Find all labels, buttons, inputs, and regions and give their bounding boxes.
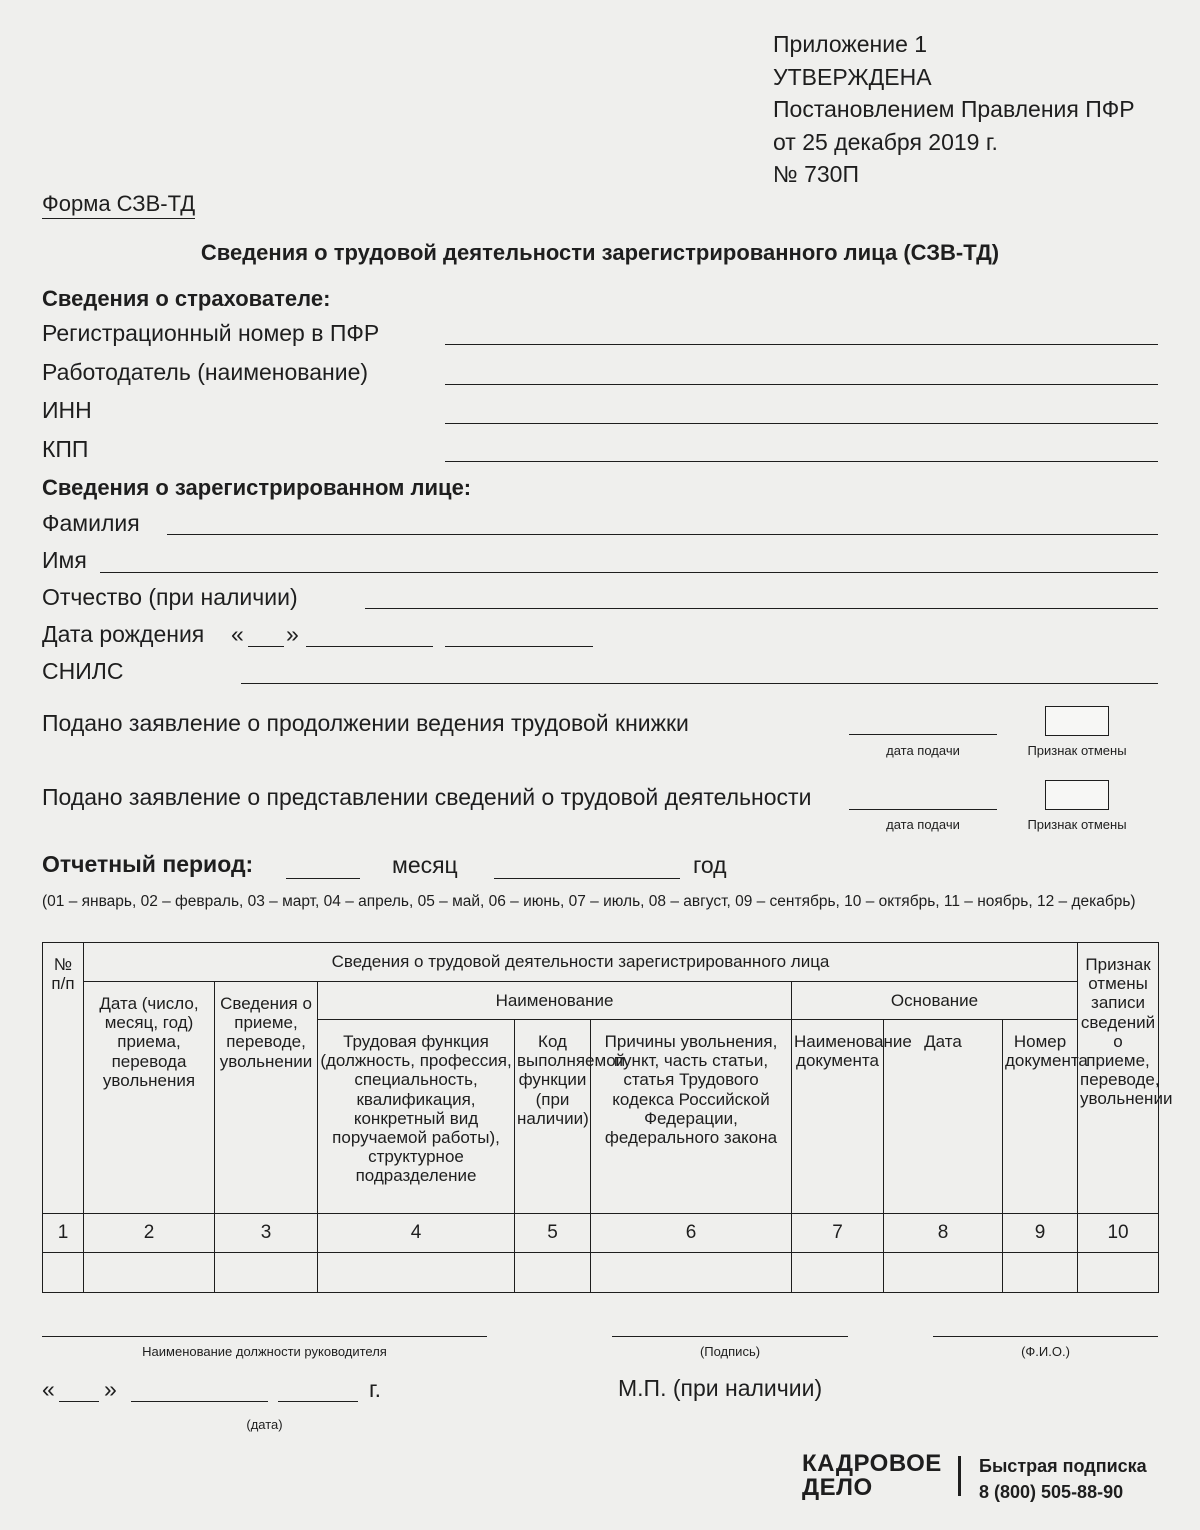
header-info: Сведения о приеме, переводе, увольнении	[215, 982, 318, 1214]
provide-info-label: Подано заявление о представлении сведений о трудовой деятельности	[42, 784, 812, 810]
birth-quote-open: «	[231, 621, 244, 647]
column-number: 6	[591, 1214, 792, 1253]
snils-field[interactable]	[241, 683, 1158, 684]
header-name: Наименование	[318, 982, 792, 1020]
employer-field[interactable]	[445, 384, 1158, 385]
inn-label: ИНН	[42, 397, 92, 423]
logo-line: ДЕЛО	[802, 1474, 873, 1501]
snils-label: СНИЛС	[42, 658, 124, 684]
surname-label: Фамилия	[42, 510, 140, 536]
form-title: Сведения о трудовой деятельности зарегистрированного лица (СЗВ-ТД)	[200, 240, 1000, 265]
logo-line: КАДРОВОЕ	[802, 1450, 942, 1477]
period-year-field[interactable]	[494, 878, 680, 879]
position-field[interactable]	[42, 1336, 487, 1337]
signature-caption: (Подпись)	[699, 1344, 761, 1359]
stamp-label: М.П. (при наличии)	[618, 1375, 823, 1401]
header-doc-name: Наименование документа	[792, 1020, 884, 1214]
column-number: 2	[84, 1214, 215, 1253]
provide-info-date-field[interactable]	[849, 809, 997, 810]
continue-book-label: Подано заявление о продолжении ведения трудовой книжки	[42, 710, 689, 736]
month-codes-note: (01 – январь, 02 – февраль, 03 – март, 04 – апрель, 05 – май, 06 – июнь, 07 – июль, 08 – август, 09 – сентябрь, 10 – октябрь, 11 – ноябрь, 12 – декабрь)	[42, 893, 1136, 910]
continue-book-date-caption: дата подачи	[886, 743, 960, 758]
activity-table	[42, 942, 1173, 1293]
header-doc-number: Номер документа	[1003, 1020, 1078, 1214]
provide-info-cancel-checkbox[interactable]	[1045, 780, 1109, 810]
header-code: Код выполняемой функции (при наличии)	[515, 1020, 591, 1214]
resolution-date-line: от 25 декабря 2019 г.	[773, 128, 998, 155]
reg-number-label: Регистрационный номер в ПФР	[42, 320, 380, 346]
sign-day-field[interactable]	[59, 1401, 99, 1402]
kpp-field[interactable]	[445, 461, 1158, 462]
insurer-heading: Сведения о страхователе:	[42, 286, 331, 311]
table-cell[interactable]	[43, 1253, 84, 1293]
header-date: Дата (число, месяц, год) приема, перевода увольнения	[84, 982, 215, 1214]
sign-year-field[interactable]	[278, 1401, 358, 1402]
provide-info-date-caption: дата подачи	[886, 817, 960, 832]
column-number: 4	[318, 1214, 515, 1253]
fio-field[interactable]	[933, 1336, 1158, 1337]
date-quote-open: «	[42, 1376, 55, 1402]
date-caption: (дата)	[246, 1417, 283, 1432]
period-label: Отчетный период:	[42, 851, 254, 877]
table-cell[interactable]	[515, 1253, 591, 1293]
name-field[interactable]	[100, 572, 1158, 573]
header-basis: Основание	[792, 982, 1078, 1020]
position-caption: Наименование должности руководителя	[142, 1344, 387, 1359]
table-cell[interactable]	[215, 1253, 318, 1293]
column-number: 7	[792, 1214, 884, 1253]
approved-line: УТВЕРЖДЕНА	[773, 63, 932, 90]
date-quote-close: »	[104, 1376, 117, 1402]
column-number: 10	[1078, 1214, 1159, 1253]
birth-quote-close: »	[286, 621, 299, 647]
appendix-line: Приложение 1	[773, 31, 928, 57]
birth-year-field[interactable]	[445, 646, 593, 647]
continue-book-cancel-checkbox[interactable]	[1045, 706, 1109, 736]
period-month-field[interactable]	[286, 878, 360, 879]
employer-label: Работодатель (наименование)	[42, 359, 369, 385]
column-number: 8	[884, 1214, 1003, 1253]
surname-field[interactable]	[167, 534, 1158, 535]
fio-caption: (Ф.И.О.)	[1021, 1344, 1070, 1359]
table-cell[interactable]	[1003, 1253, 1078, 1293]
month-label: месяц	[392, 852, 458, 878]
continue-book-date-field[interactable]	[849, 734, 997, 735]
column-number: 3	[215, 1214, 318, 1253]
person-heading: Сведения о зарегистрированном лице:	[42, 475, 472, 500]
resolution-line: Постановлением Правления ПФР	[773, 96, 1135, 122]
name-label: Имя	[42, 547, 87, 573]
column-number: 5	[515, 1214, 591, 1253]
patronymic-field[interactable]	[365, 608, 1158, 609]
header-reasons: Причины увольнения, пункт, часть статьи, статья Трудового кодекса Российской Федерации, федерального закона	[591, 1020, 792, 1214]
column-number: 9	[1003, 1214, 1078, 1253]
table-cell[interactable]	[84, 1253, 215, 1293]
header-main: Сведения о трудовой деятельности зарегистрированного лица	[84, 943, 1078, 982]
table-cell[interactable]	[884, 1253, 1003, 1293]
table-cell[interactable]	[792, 1253, 884, 1293]
column-number: 1	[43, 1214, 84, 1253]
logo-divider	[958, 1456, 961, 1496]
header-cancel: Признак отмены записи сведений о приеме, переводе, увольнении	[1078, 943, 1159, 1214]
subscribe-label: Быстрая подписка	[979, 1456, 1147, 1476]
resolution-number-line: № 730П	[773, 161, 859, 187]
header-function: Трудовая функция (должность, профессия, специальность, квалификация, конкретный вид поручаемой работы), структурное подразделение	[318, 1020, 515, 1214]
provide-info-cancel-caption: Признак отмены	[1027, 817, 1127, 832]
kadrovoe-delo-logo	[802, 1452, 942, 1500]
birth-date-label: Дата рождения	[42, 621, 205, 647]
continue-book-cancel-caption: Признак отмены	[1027, 743, 1127, 758]
year-label: год	[693, 852, 727, 878]
phone-number: 8 (800) 505-88-90	[979, 1482, 1124, 1502]
header-doc-date: Дата	[884, 1020, 1003, 1214]
birth-month-field[interactable]	[306, 646, 433, 647]
header-num: № п/п	[43, 943, 84, 1214]
table-cell[interactable]	[318, 1253, 515, 1293]
sign-month-field[interactable]	[131, 1401, 268, 1402]
appendix-block	[773, 28, 1135, 191]
form-code: Форма СЗВ-ТД	[42, 191, 195, 219]
birth-day-field[interactable]	[248, 646, 284, 647]
table-cell[interactable]	[1078, 1253, 1159, 1293]
inn-field[interactable]	[445, 423, 1158, 424]
subscription-block	[979, 1453, 1147, 1505]
year-suffix: г.	[369, 1376, 381, 1402]
patronymic-label: Отчество (при наличии)	[42, 584, 298, 610]
table-cell[interactable]	[591, 1253, 792, 1293]
reg-number-field[interactable]	[445, 344, 1158, 345]
signature-field[interactable]	[612, 1336, 848, 1337]
kpp-label: КПП	[42, 436, 89, 462]
